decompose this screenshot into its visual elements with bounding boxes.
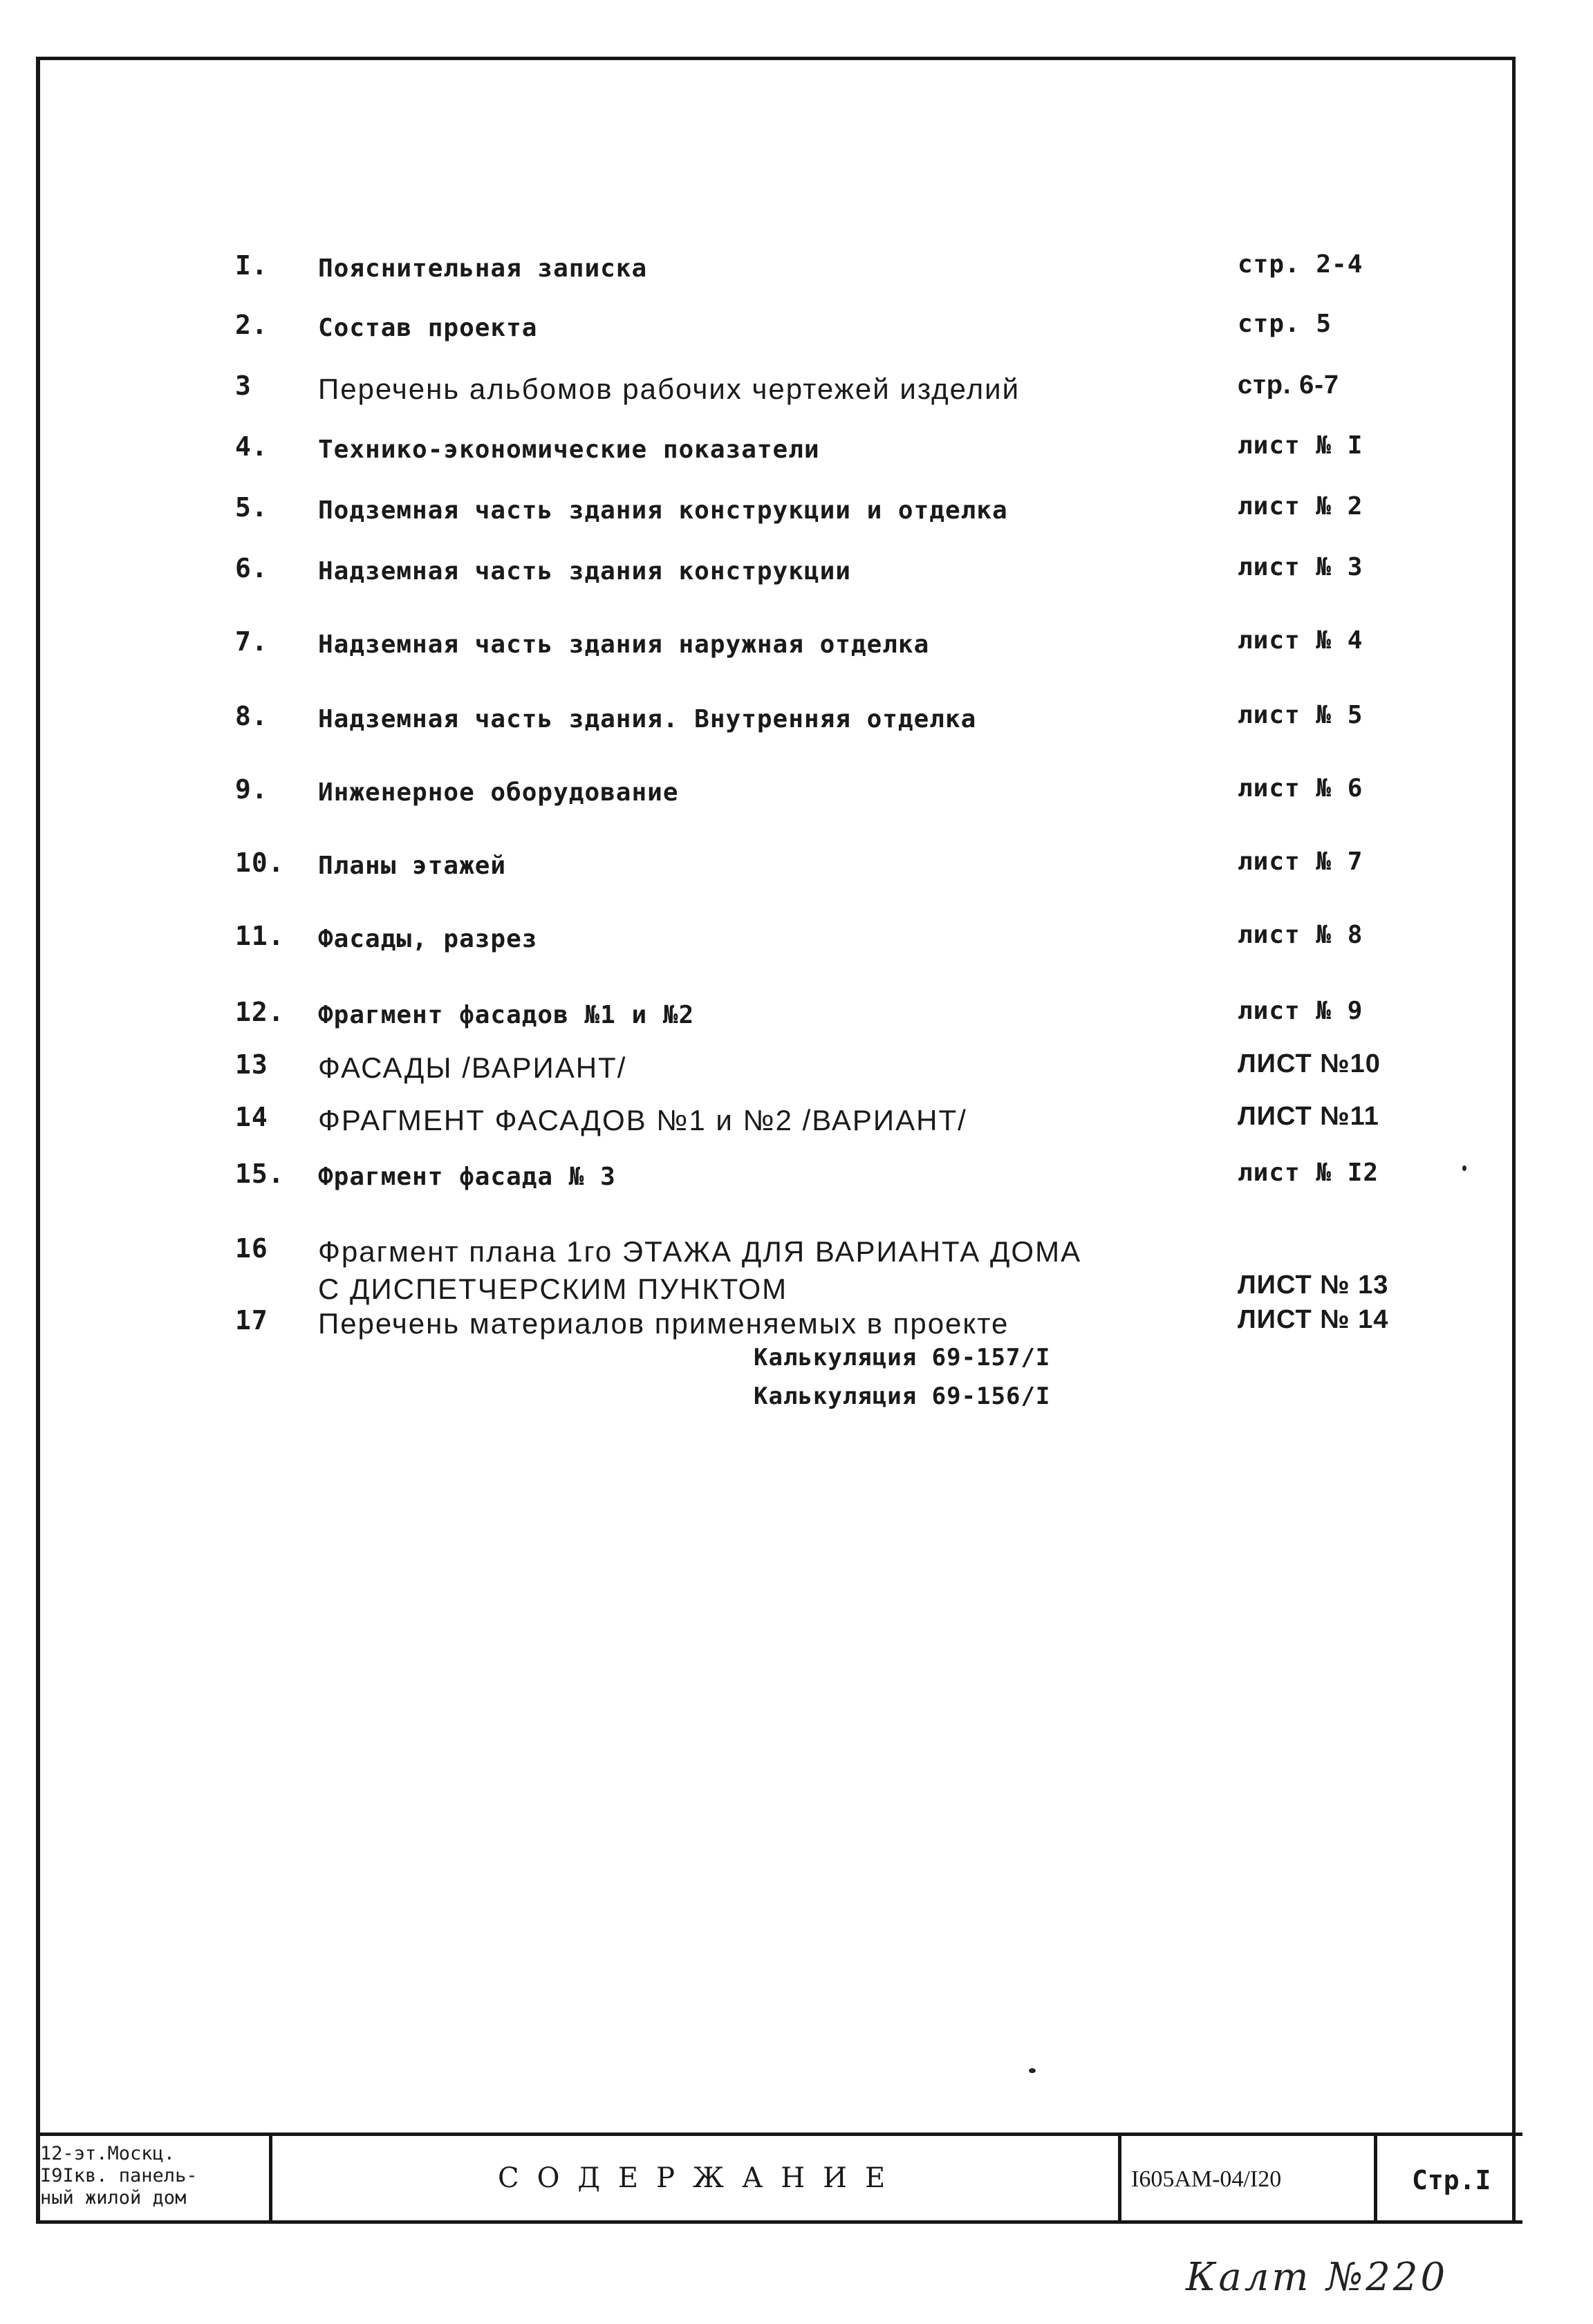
toc-row (0, 626, 1593, 682)
toc-row (0, 371, 1593, 426)
toc-number: 4. (235, 431, 268, 462)
toc-row (0, 431, 1593, 487)
toc-number: 6. (235, 553, 268, 583)
toc-page: лист № I (1238, 431, 1363, 460)
toc-title: Фрагмент плана 1го ЭТАЖА ДЛЯ ВАРИАНТА ДОМА (318, 1235, 1082, 1268)
toc-number: 11. (235, 921, 285, 951)
title-block (36, 2133, 1522, 2224)
toc-page: лист № 5 (1238, 701, 1363, 729)
toc-page: лист № 2 (1238, 492, 1363, 521)
toc-row (0, 250, 1593, 306)
toc-title-continued: С ДИСПЕТЧЕРСКИМ ПУНКТОМ (318, 1273, 788, 1305)
toc-title: Инженерное оборудование (318, 778, 679, 807)
toc-row (0, 774, 1593, 830)
toc-number: 2. (235, 310, 268, 340)
ink-speck (1462, 1165, 1466, 1171)
ink-speck (1029, 2068, 1036, 2073)
toc-page: ЛИСТ №10 (1238, 1049, 1381, 1078)
toc-row (0, 310, 1593, 365)
toc-number: 15. (235, 1159, 285, 1189)
toc-page: лист № 9 (1238, 997, 1363, 1025)
toc-title: Фрагмент фасада № 3 (318, 1163, 616, 1191)
toc-title: Надземная часть здания наружная отделка (318, 630, 930, 659)
toc-row (0, 1049, 1593, 1105)
toc-page: ЛИСТ №11 (1238, 1102, 1379, 1131)
toc-title: ФАСАДЫ /ВАРИАНТ/ (318, 1051, 627, 1084)
toc-number: 17 (235, 1305, 268, 1336)
object-line: ный жилой дом (40, 2187, 187, 2209)
toc-row (0, 701, 1593, 756)
toc-page: стр. 2-4 (1238, 250, 1363, 279)
toc-number: 16 (235, 1233, 268, 1264)
toc-page: лист № I2 (1238, 1159, 1379, 1187)
toc-page: лист № 3 (1238, 553, 1363, 581)
toc-number: 13 (235, 1049, 268, 1080)
toc-row (0, 1159, 1593, 1214)
toc-row (0, 921, 1593, 976)
title-block-name (272, 2136, 1121, 2220)
document-code: I605АМ-04/I20 (1131, 2166, 1282, 2192)
toc-row (0, 1233, 1593, 1309)
inventory-note: Калт №220 (1186, 2255, 1448, 2300)
toc-number: 5. (235, 492, 268, 523)
toc-page: лист № 7 (1238, 847, 1363, 876)
toc-row (0, 847, 1593, 903)
toc-title: Подземная часть здания конструкции и отделка (318, 496, 1008, 525)
title-block-sheet (1377, 2136, 1522, 2220)
toc-title: ФРАГМЕНТ ФАСАДОВ №1 и №2 /ВАРИАНТ/ (318, 1104, 967, 1136)
title-block-code (1121, 2136, 1377, 2220)
toc-page: ЛИСТ № 13 (1238, 1271, 1389, 1300)
toc-page: стр. 6-7 (1238, 371, 1339, 400)
sheet-number: Стр.I (1412, 2165, 1491, 2195)
toc-page: стр. 5 (1238, 310, 1332, 338)
object-line: 12-эт.Москц. (40, 2143, 176, 2164)
toc-title: Планы этажей (318, 852, 507, 880)
title-block-object (36, 2136, 272, 2220)
toc-number: 9. (235, 774, 268, 805)
object-line: I9Iкв. панель- (40, 2165, 198, 2186)
toc-number: 8. (235, 701, 268, 731)
toc-page: лист № 8 (1238, 921, 1363, 949)
document-title: СОДЕРЖАНИЕ (498, 2162, 904, 2194)
toc-number: 3 (235, 371, 252, 401)
toc-row (0, 492, 1593, 547)
toc-number: 7. (235, 626, 268, 657)
toc-row (0, 1102, 1593, 1157)
toc-title: Состав проекта (318, 314, 538, 342)
toc-title: Надземная часть здания конструкции (318, 557, 851, 585)
toc-title: Технико-экономические показатели (318, 435, 820, 464)
calculation-line: Калькуляция 69-156/I (754, 1383, 1051, 1410)
toc-title: Перечень альбомов рабочих чертежей изделий (318, 373, 1021, 405)
toc-page: лист № 4 (1238, 626, 1363, 655)
toc-page: ЛИСТ № 14 (1238, 1305, 1389, 1334)
toc-page: лист № 6 (1238, 774, 1363, 803)
toc-number: 12. (235, 997, 285, 1027)
toc-row (0, 553, 1593, 608)
toc-title: Фрагмент фасадов №1 и №2 (318, 1001, 695, 1029)
toc-title: Надземная часть здания. Внутренняя отделка (318, 705, 977, 733)
toc-title: Фасады, разрез (318, 925, 538, 953)
toc-title: Перечень материалов применяемых в проекте (318, 1307, 1009, 1340)
toc-title: Пояснительная записка (318, 254, 648, 283)
calculation-line: Калькуляция 69-157/I (754, 1344, 1051, 1371)
toc-number: 14 (235, 1102, 268, 1132)
toc-number: 10. (235, 847, 285, 878)
toc-row (0, 997, 1593, 1052)
toc-number: I. (235, 250, 268, 281)
